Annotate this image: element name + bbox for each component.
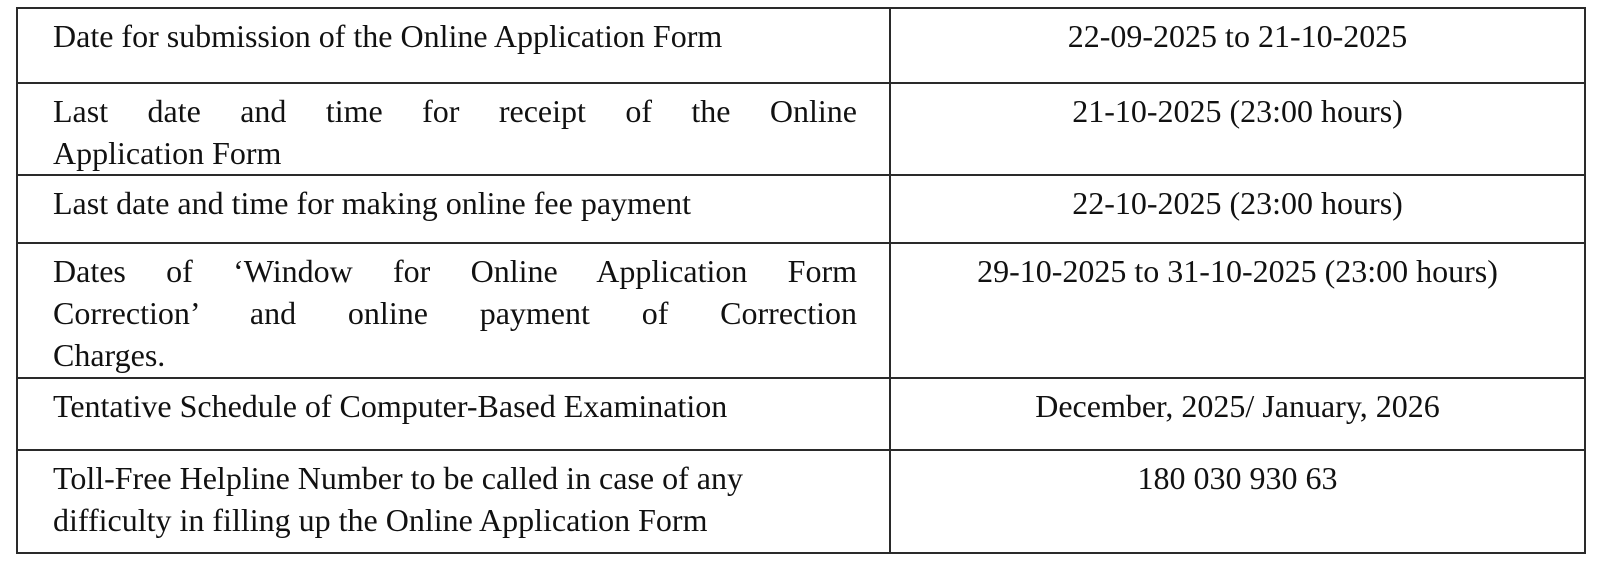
row-value-cell: [890, 8, 1585, 83]
row-value-cell: [890, 243, 1585, 378]
row-label-line: difficulty in filling up the Online Application Form: [53, 502, 708, 538]
row-value: 180 030 930 63: [1137, 460, 1338, 496]
row-value: 22-09-2025 to 21-10-2025: [1067, 18, 1408, 54]
row-value-cell: [890, 378, 1585, 450]
table-row: [17, 243, 1585, 378]
row-label-cell: [17, 450, 890, 553]
table-row: [17, 8, 1585, 83]
row-label-cell: [17, 8, 890, 83]
row-label-line: Correction’ and online payment of Correction: [53, 295, 857, 331]
row-label: Tentative Schedule of Computer-Based Examination: [53, 388, 728, 424]
row-label-line: Charges.: [53, 337, 166, 373]
row-value: 29-10-2025 to 31-10-2025 (23:00 hours): [977, 253, 1498, 289]
row-label: Last date and time for making online fee payment: [53, 185, 691, 221]
schedule-table: [16, 7, 1586, 554]
row-label-line: Last date and time for receipt of the Online: [53, 93, 857, 129]
row-value: 22-10-2025 (23:00 hours): [1072, 185, 1403, 221]
row-label-cell: [17, 175, 890, 243]
row-value-cell: [890, 83, 1585, 175]
table-row: [17, 175, 1585, 243]
row-label-line: Toll-Free Helpline Number to be called in case of any: [53, 460, 743, 496]
row-value-cell: [890, 175, 1585, 243]
table-row: [17, 450, 1585, 553]
row-label-cell: [17, 243, 890, 378]
row-label-line: Application Form: [53, 135, 282, 171]
table-row: [17, 378, 1585, 450]
row-value: December, 2025/ January, 2026: [1035, 388, 1440, 424]
table-row: [17, 83, 1585, 175]
row-label: Date for submission of the Online Application Form: [53, 18, 723, 54]
row-label-line: Dates of ‘Window for Online Application Form: [53, 253, 857, 289]
row-value-cell: [890, 450, 1585, 553]
row-label-cell: [17, 378, 890, 450]
row-value: 21-10-2025 (23:00 hours): [1072, 93, 1403, 129]
row-label-cell: [17, 83, 890, 175]
